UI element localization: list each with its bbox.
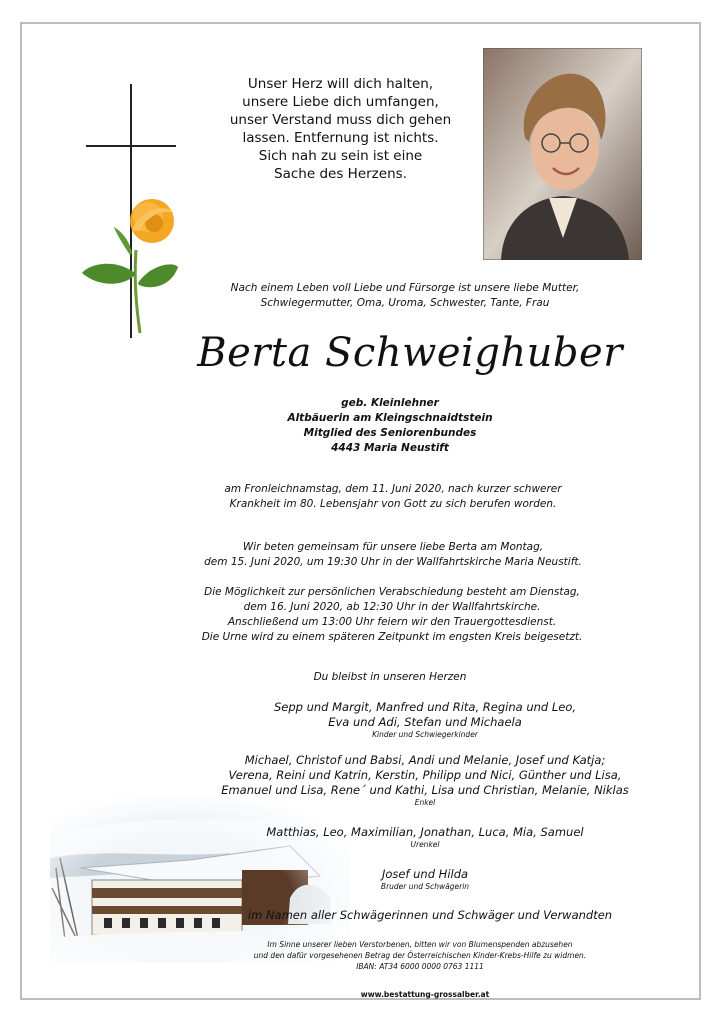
family-role: Bruder und Schwägerin [380, 882, 470, 891]
portrait-photo [483, 48, 642, 260]
poem-line: unsere Liebe dich umfangen, [242, 94, 439, 110]
death-notice [158, 482, 628, 512]
poem-line: unser Verstand muss dich gehen [229, 112, 452, 128]
intro-line: Schwiegermutter, Oma, Uroma, Schwester, Tante, Frau [260, 297, 550, 309]
farewell-line: Anschließend um 13:00 Uhr feiern wir den Trauergottesdienst. [227, 616, 557, 628]
detail-line: Altbäuerin am Kleingschnaidtstein [287, 412, 493, 424]
donation-note [200, 939, 640, 972]
website-link[interactable]: www.bestattung-grossalber.at [360, 990, 490, 999]
closing-line: im Namen aller Schwägerinnen und Schwäger und Verwandten [247, 908, 613, 922]
poem-line: Unser Herz will dich halten, [247, 76, 434, 92]
cross-icon-bar [86, 145, 176, 147]
rose-icon [78, 195, 188, 335]
poem-line: Sich nah zu sein ist eine [258, 148, 423, 164]
detail-line: geb. Kleinlehner [341, 397, 439, 409]
heart-line: Du bleibst in unseren Herzen [313, 671, 467, 683]
family-group [230, 700, 620, 740]
farewell-line: dem 16. Juni 2020, ab 12:30 Uhr in der Wallfahrtskirche. [243, 601, 541, 613]
family-names: Eva und Adi, Stefan und Michaela [328, 715, 522, 729]
family-names: Matthias, Leo, Maximilian, Jonathan, Luca, Mia, Samuel [266, 825, 584, 839]
note-line: und den dafür vorgesehenen Betrag der Österreichischen Kinder-Krebs-Hilfe zu widmen. [253, 951, 587, 960]
detail-line: 4443 Maria Neustift [331, 442, 449, 454]
family-names: Sepp und Margit, Manfred und Rita, Regina und Leo, [273, 700, 577, 714]
farewell-line: Die Urne wird zu einem späteren Zeitpunkt im engsten Kreis beigesetzt. [201, 631, 583, 643]
poem-line: lassen. Entfernung ist nichts. [242, 130, 439, 146]
prayer-line: dem 15. Juni 2020, um 19:30 Uhr in der Wallfahrtskirche Maria Neustift. [204, 556, 582, 568]
family-names: Josef und Hilda [381, 867, 469, 881]
family-names: Verena, Reini und Katrin, Kerstin, Philipp und Nici, Günther und Lisa, [228, 768, 622, 782]
farewell-line: Die Möglichkeit zur persönlichen Verabschiedung besteht am Dienstag, [204, 586, 580, 598]
poem [218, 75, 463, 183]
family-group [320, 867, 530, 892]
family-role: Kinder und Schwiegerkinder [372, 730, 478, 739]
detail-line: Mitglied des Seniorenbundes [303, 427, 477, 439]
family-group [240, 825, 610, 850]
family-role: Enkel [414, 798, 436, 807]
death-line: Krankheit im 80. Lebensjahr von Gott zu sich berufen worden. [229, 498, 557, 510]
prayer-line: Wir beten gemeinsam für unsere liebe Berta am Montag, [242, 541, 544, 553]
family-names: Emanuel und Lisa, Rene´ und Kathi, Lisa und Christian, Melanie, Niklas [221, 783, 629, 797]
note-line: IBAN: AT34 6000 0000 0763 1111 [356, 962, 484, 971]
poem-line: Sache des Herzens. [274, 166, 407, 182]
family-names: Michael, Christof und Babsi, Andi und Melanie, Josef und Katja; [244, 753, 606, 767]
intro-line: Nach einem Leben voll Liebe und Fürsorge ist unsere liebe Mutter, [230, 282, 580, 294]
family-role: Urenkel [410, 840, 440, 849]
farewell-notice [152, 585, 632, 645]
deceased-name: Berta Schweighuber [197, 330, 623, 376]
prayer-notice [158, 540, 628, 570]
death-line: am Fronleichnamstag, dem 11. Juni 2020, nach kurzer schwerer [224, 483, 562, 495]
note-line: Im Sinne unserer lieben Verstorbenen, bitten wir von Blumenspenden abzusehen [267, 940, 573, 949]
deceased-details [175, 396, 605, 456]
intro-text [170, 281, 640, 311]
